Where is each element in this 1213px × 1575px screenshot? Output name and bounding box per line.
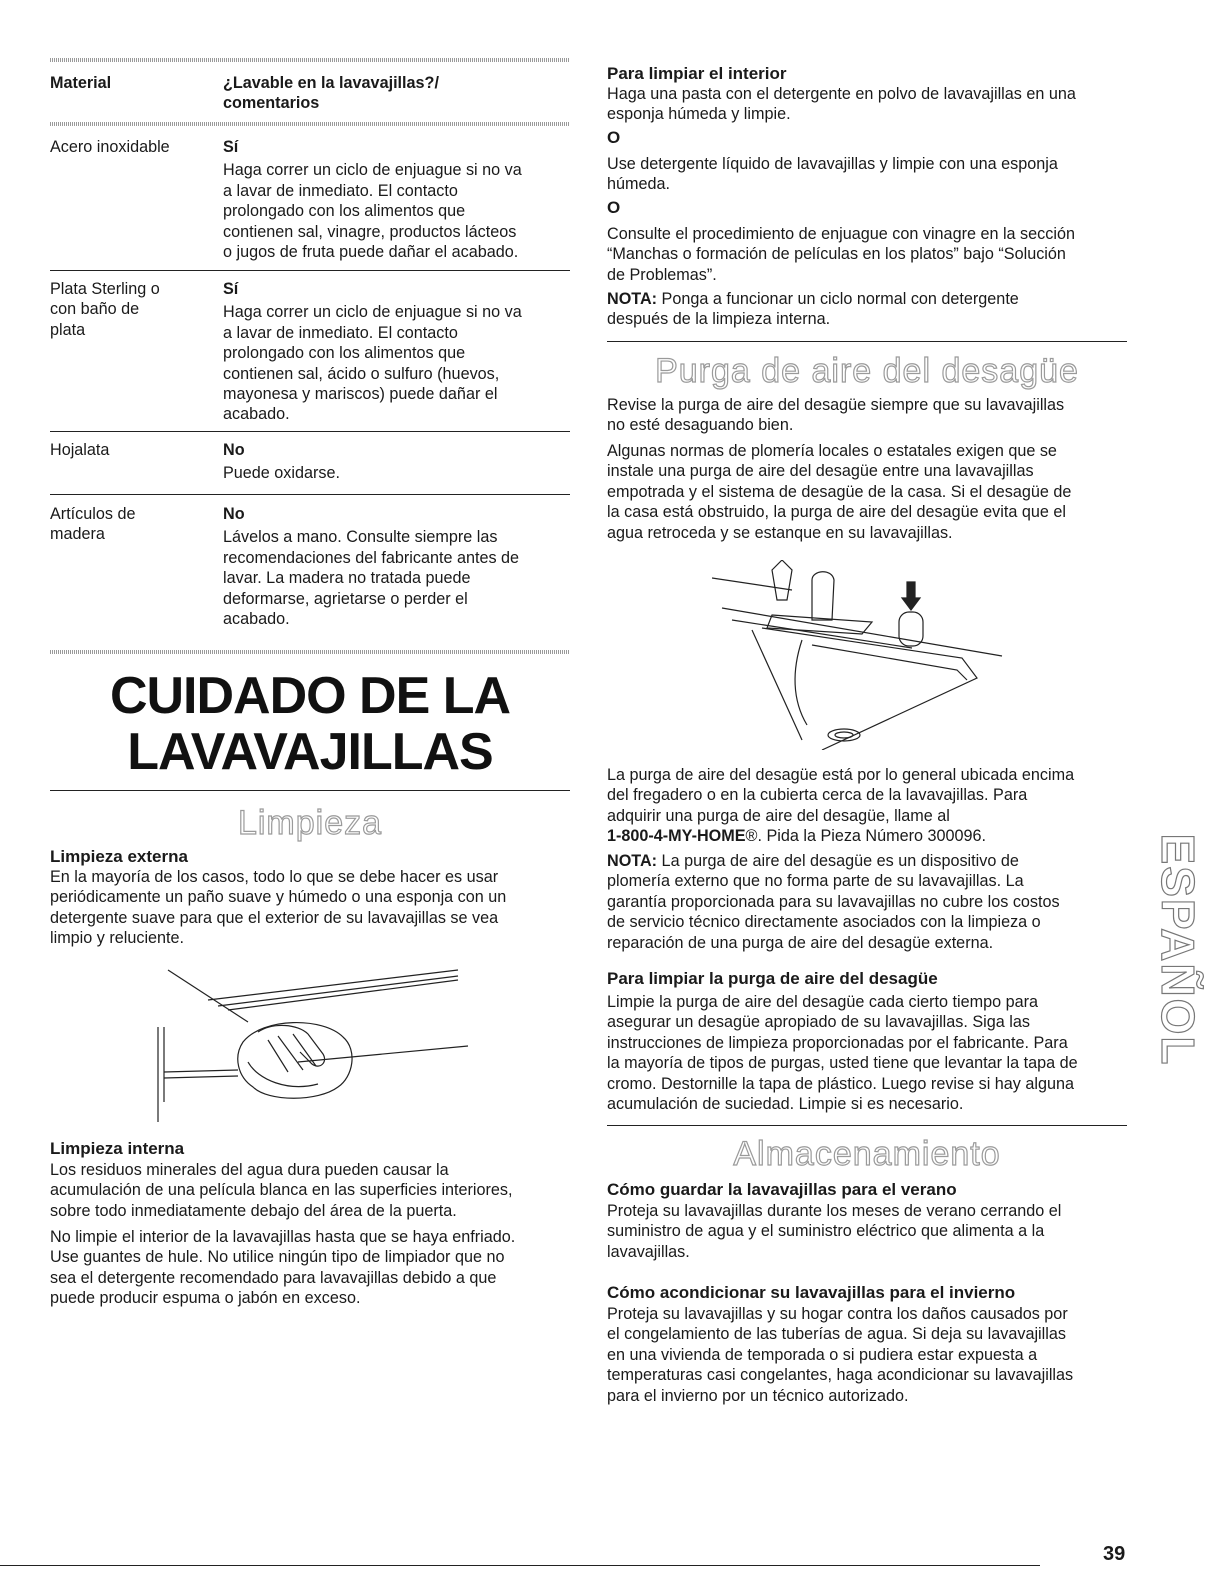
or-label: O	[607, 128, 621, 147]
section-heading-limpieza: Limpieza	[237, 804, 383, 842]
section-rule	[50, 790, 570, 791]
row-comment: Sí Haga correr un ciclo de enjuague si no va a lavar de inmediato. El contacto prolongado con los alimentos que contienen sal, vinagre, productos lácteos o jugos de fruta puede dañar el acabado.	[223, 138, 522, 262]
paragraph-limpieza-externa: En la mayoría de los casos, todo lo que se debe hacer es usar periódicamente un paño suave y húmedo o una esponja con un detergente suave para que el exterior de su lavavajillas se vea limpio y reluciente.	[50, 868, 507, 948]
paragraph-limpieza-interna-1: Los residuos minerales del agua dura pueden causar la acumulación de una película blanca en las superficies interiores, sobre todo inmediatamente debajo del área de la puerta.	[50, 1161, 513, 1220]
language-side-tab: ESPAÑOL	[1152, 833, 1204, 1067]
row-material: Acero inoxidable	[50, 138, 170, 156]
table-bottom-rule	[50, 650, 570, 654]
section-rule	[607, 341, 1127, 342]
table-header-rule	[50, 122, 570, 126]
or-label: O	[607, 198, 621, 217]
paragraph-purga-2: Algunas normas de plomería locales o estatales exigen que se instale una purga de aire del desagüe entre una lavavajillas empotrada y el sistema de desagüe de la casa. Si el desagüe de la casa está obstruido, la purga de aire del desagüe evita que el agua retroceda y se estanque en su lavavajillas.	[607, 442, 1072, 542]
paragraph-purga-3: La purga de aire del desagüe está por lo general ubicada encima del fregadero o en la cubierta cerca de la lavavajillas. Para adquirir una purga de aire del desagüe, llame al 1-800-4-MY-HOME®. Pida la Pieza Número 300096.	[607, 766, 1075, 846]
main-title: CUIDADO DE LA LAVAVAJILLAS	[109, 667, 511, 781]
page-number: 39	[1103, 1543, 1126, 1565]
note-purga: NOTA: La purga de aire del desagüe es un dispositivo de plomería externo que no forma parte de su lavavajillas. La garantía proporcionada para su lavavajillas no cubre los costos de servicio técnico directamente asociados con la limpieza o reparación de una purga de aire del desagüe externa.	[607, 852, 1060, 952]
paragraph-interior-2: Use detergente líquido de lavavajillas y limpie con una esponja húmeda.	[607, 155, 1058, 194]
cleaning-illustration	[148, 962, 478, 1122]
section-heading-almacenamiento: Almacenamiento	[733, 1135, 1001, 1173]
subheading-limpieza-interna: Limpieza interna	[50, 1139, 185, 1158]
header-material: Material	[50, 74, 112, 92]
table-top-rule	[50, 58, 570, 62]
row-material: Artículos de madera	[50, 505, 136, 544]
paragraph-invierno: Proteja su lavavajillas y su hogar contra los daños causados por el congelamiento de las tuberías de agua. Si deja su lavavajillas en una vivienda de temporada o si pudiera estar expuesta a temperaturas casi congelantes, haga acondicionar su lavavajillas para el invierno por un técnico autorizado.	[607, 1305, 1074, 1405]
paragraph-interior-1: Haga una pasta con el detergente en polvo de lavavajillas en una esponja húmeda y limpie.	[607, 85, 1076, 124]
paragraph-verano: Proteja su lavavajillas durante los meses de verano cerrando el suministro de agua y el suministro eléctrico que alimenta a la lavavajillas.	[607, 1202, 1062, 1261]
row-divider	[50, 270, 570, 271]
air-gap-illustration	[712, 560, 1012, 750]
paragraph-limpiar-purga: Limpie la purga de aire del desagüe cada cierto tiempo para asegurar un desagüe apropiado de su lavavajillas. Siga las instrucciones de limpieza proporcionadas por el fabricante. Para la mayoría de tipos de purgas, usted tiene que levantar la tapa de cromo. Destornille la tapa de plástico. Luego revise si hay alguna acumulación de suciedad. Limpie si es necesario.	[607, 993, 1078, 1114]
phone-number: 1-800-4-MY-HOME	[607, 827, 746, 846]
subheading-invierno: Cómo acondicionar su lavavajillas para el invierno	[607, 1283, 1016, 1302]
footer-rule	[0, 1565, 1040, 1566]
row-divider	[50, 431, 570, 432]
paragraph-purga-1: Revise la purga de aire del desagüe siempre que su lavavajillas no esté desaguando bien.	[607, 396, 1065, 435]
subheading-verano: Cómo guardar la lavavajillas para el verano	[607, 1180, 957, 1199]
note-interior: NOTA: Ponga a funcionar un ciclo normal con detergente después de la limpieza interna.	[607, 290, 1019, 329]
row-comment: Sí Haga correr un ciclo de enjuague si no va a lavar de inmediato. El contacto prolongado con los alimentos que contienen sal, ácido o sulfuro (huevos, mayonesa y mariscos) puede dañar el acabado.	[223, 280, 522, 424]
subheading-limpieza-externa: Limpieza externa	[50, 847, 188, 866]
paragraph-interior-3: Consulte el procedimiento de enjuague con vinagre en la sección “Manchas o formación de películas en los platos” bajo “Solución de Problemas”.	[607, 225, 1075, 284]
section-rule	[607, 1125, 1127, 1126]
row-material: Hojalata	[50, 441, 110, 459]
section-heading-purga: Purga de aire del desagüe	[655, 352, 1079, 390]
subheading-limpiar-interior: Para limpiar el interior	[607, 64, 787, 83]
subheading-limpiar-purga: Para limpiar la purga de aire del desagüe	[607, 969, 938, 988]
row-comment: No Lávelos a mano. Consulte siempre las recomendaciones del fabricante antes de lavar. La madera no tratada puede deformarse, agrietarse o perder el acabado.	[223, 505, 520, 629]
header-comments: ¿Lavable en la lavavajillas?/ comentarios	[223, 74, 439, 113]
paragraph-limpieza-interna-2: No limpie el interior de la lavavajillas hasta que se haya enfriado. Use guantes de hule. No utilice ningún tipo de limpiador que no sea el detergente recomendado para lavavajillas debido a que puede producir espuma o jabón en exceso.	[50, 1228, 516, 1308]
row-divider	[50, 494, 570, 495]
row-comment: No Puede oxidarse.	[223, 441, 340, 483]
row-material: Plata Sterling o con baño de plata	[50, 280, 160, 339]
